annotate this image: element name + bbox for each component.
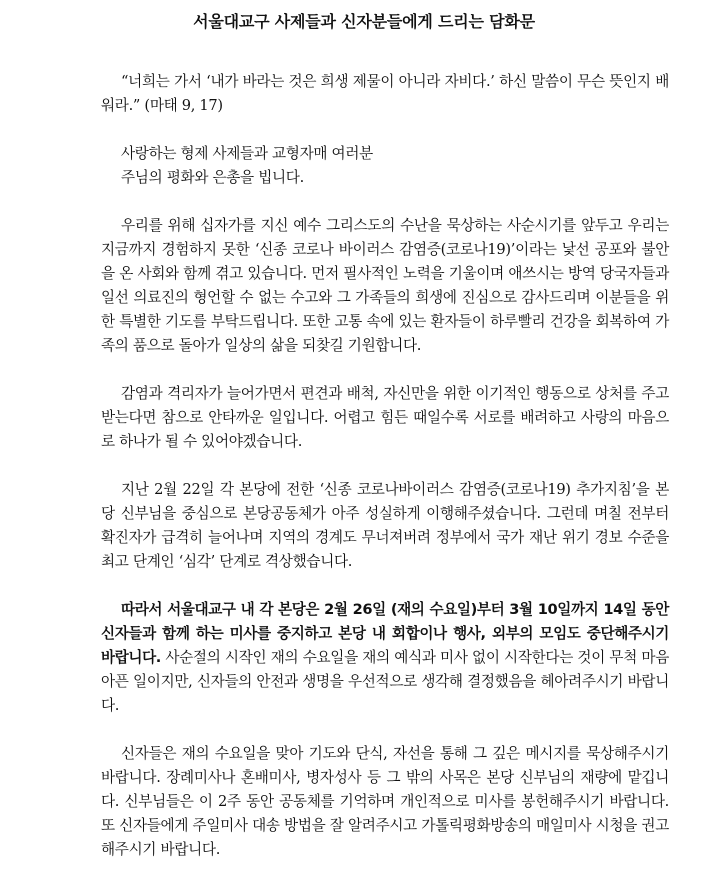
greeting xyxy=(101,142,669,190)
document-title: 서울대교구 사제들과 신자분들에게 드리는 담화문 xyxy=(193,12,535,31)
greeting-line-2: 주님의 평화와 은총을 빕니다. xyxy=(121,169,304,186)
paragraph-2: 감염과 격리자가 늘어가면서 편견과 배척, 자신만을 위한 이기적인 행동으로 상처를 주고받는다면 참으로 안타까운 일입니다. 어렵고 힘든 때일수록 서로를 배려하고 사랑의 마음으로 하나가 될 수 있어야겠습니다. xyxy=(101,385,669,450)
scripture-quote: “너희는 가서 ‘내가 바라는 것은 희생 제물이 아니라 자비다.’ 하신 말씀이 무슨 뜻인지 배워라.” (마태 9, 17) xyxy=(101,73,669,114)
document-body xyxy=(101,70,669,862)
paragraph-1: 우리를 위해 십자가를 지신 예수 그리스도의 수난을 묵상하는 사순시기를 앞두고 우리는 지금까지 경험하지 못한 ‘신종 코로나 바이러스 감염증(코로나19)’이라는 낯선 공포와 불안을 온 사회와 함께 겪고 있습니다. 먼저 필사적인 노력을 기울이며 애쓰시는 방역 당국자들과 일선 의료진의 형언할 수 없는 수고와 그 가족들의 희생에 진심으로 감사드리며 이분들을 위한 특별한 기도를 부탁드립니다. 또한 고통 속에 있는 환자들이 하루빨리 건강을 회복하여 가족의 품으로 돌아가 일상의 삶을 되찾길 기원합니다. xyxy=(101,217,669,354)
greeting-line-1: 사랑하는 형제 사제들과 교형자매 여러분 xyxy=(121,145,373,162)
paragraph-5: 신자들은 재의 수요일을 맞아 기도와 단식, 자선을 통해 그 깊은 메시지를 묵상해주시기 바랍니다. 장례미사나 혼배미사, 병자성사 등 그 밖의 사목은 본당 신부님의 재량에 맡깁니다. 신부님들은 이 2주 동안 공동체를 기억하며 개인적으로 미사를 봉헌해주시기 바랍니다. 또 신자들에게 주일미사 대송 방법을 잘 알려주시고 가톨릭평화방송의 매일미사 시청을 권고해주시기 바랍니다. xyxy=(101,745,669,858)
paragraph-3: 지난 2월 22일 각 본당에 전한 ‘신종 코로나바이러스 감염증(코로나19) 추가지침’을 본당 신부님을 중심으로 본당공동체가 아주 성실하게 이행해주셨습니다. 그런데 며칠 전부터 확진자가 급격히 늘어나며 지역의 경계도 무너져버려 정부에서 국가 재난 위기 경보 수준을 최고 단계인 ‘심각’ 단계로 격상했습니다. xyxy=(101,481,669,570)
paragraph-4-rest: 사순절의 시작인 재의 수요일을 재의 예식과 미사 없이 시작한다는 것이 무척 마음 아픈 일이지만, 신자들의 안전과 생명을 우선적으로 생각해 결정했음을 헤아려주시기 바랍니다. xyxy=(101,649,669,714)
paragraph-4-bold-notice: 따라서 서울대교구 내 각 본당은 2월 26일 (재의 수요일)부터 3월 10일까지 14일 동안 신자들과 함께 하는 미사를 중지하고 본당 내 회합이나 행사, 외부의 모임도 중단해주시기 바랍니다. xyxy=(101,601,669,666)
paragraph-4 xyxy=(101,598,669,718)
